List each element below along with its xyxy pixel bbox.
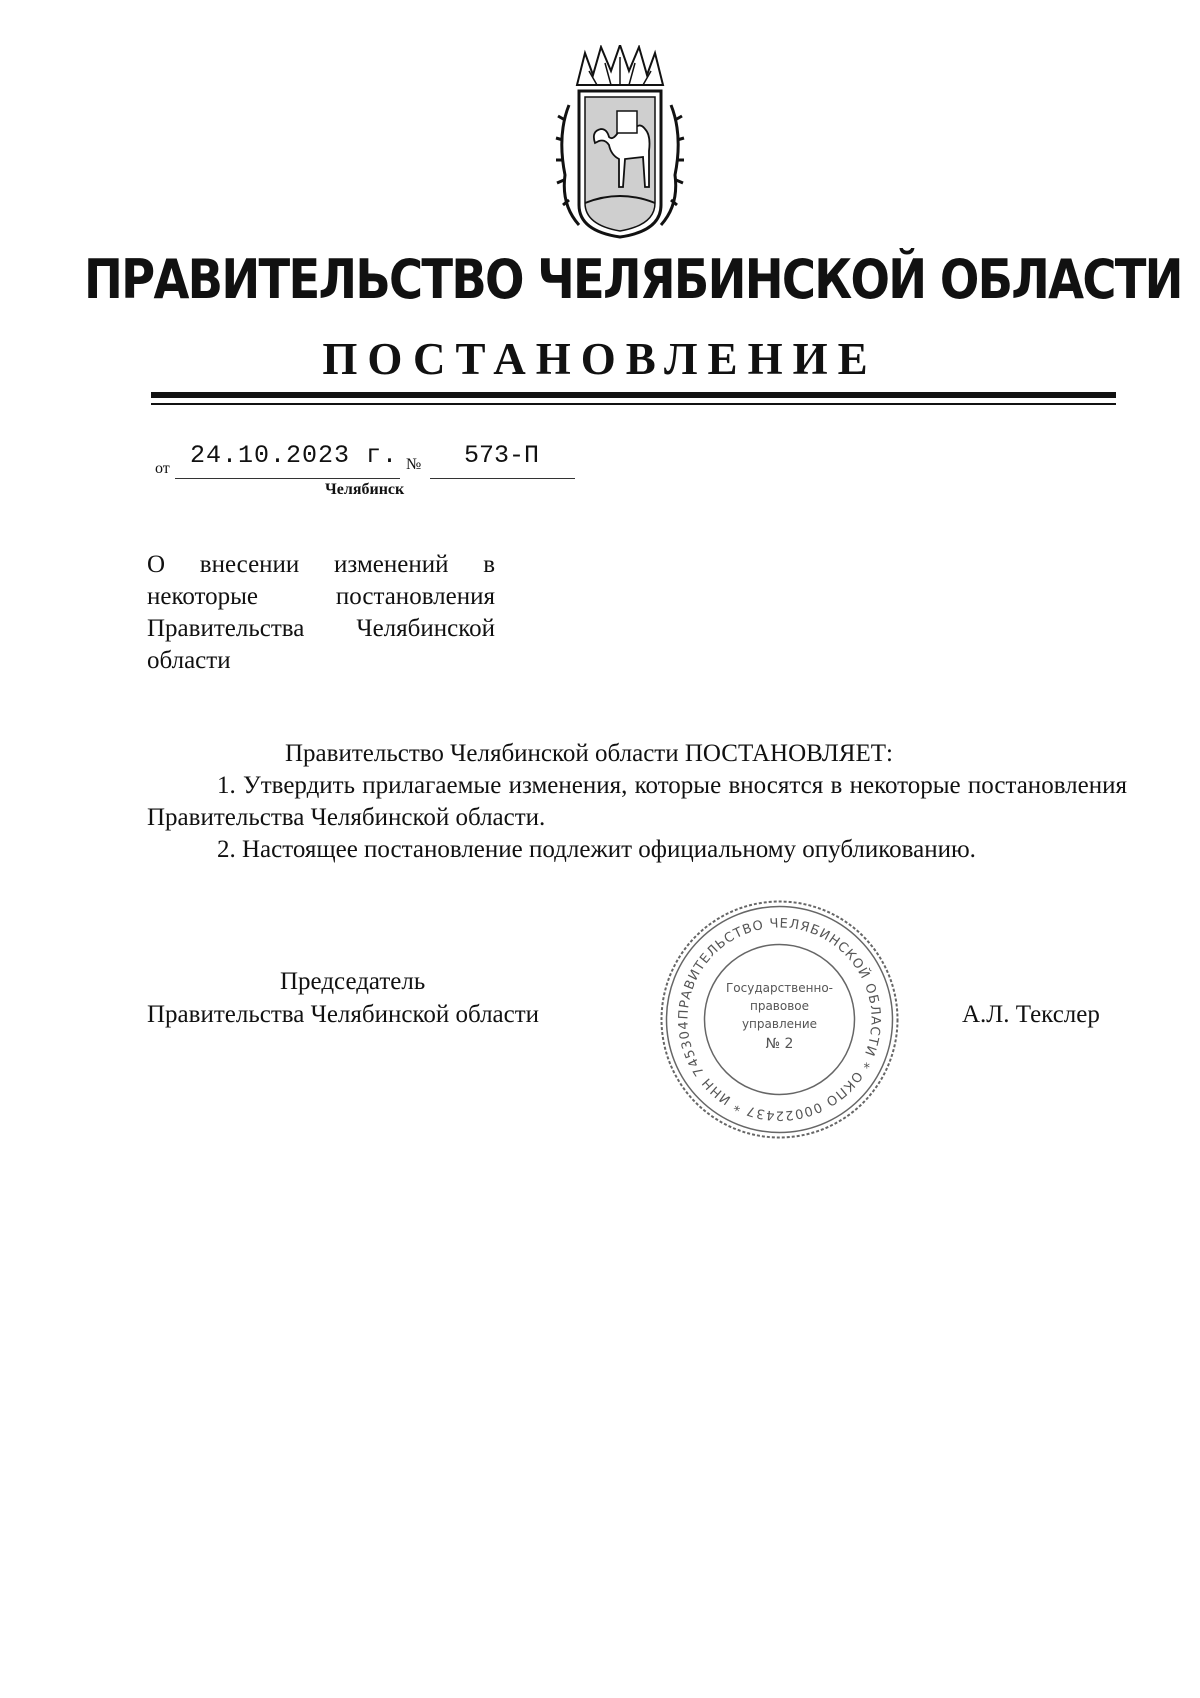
header-rule-thick (151, 392, 1116, 398)
stamp-center-line: Государственно- (725, 981, 834, 995)
city-label: Челябинск (325, 481, 405, 498)
organization-title: ПРАВИТЕЛЬСТВО ЧЕЛЯБИНСКОЙ ОБЛАСТИ (84, 248, 1182, 311)
subject-line: области (147, 647, 231, 674)
decree-heading: Правительство Челябинской области ПОСТАНОВЛЯЕТ: (285, 740, 893, 767)
decree-item: 2. Настоящее постановление подлежит официальному опубликованию. (217, 836, 976, 863)
subject-line: О внесении изменений в (147, 551, 495, 578)
subject-line: некоторые постановления (147, 583, 495, 610)
official-stamp (657, 897, 902, 1142)
stamp-outer-text: ПРАВИТЕЛЬСТВО ЧЕЛЯБИНСКОЙ ОБЛАСТИ * ОКПО 00022437 * ИНН 745304 (676, 916, 883, 1123)
stamp-center-line: правовое (749, 999, 810, 1013)
date-underline (175, 478, 400, 479)
document-type-title: ПОСТАНОВЛЕНИЕ (322, 334, 878, 384)
number-prefix-label: № (406, 456, 422, 473)
document-body (147, 738, 1127, 866)
subject-line: Правительства Челябинской (147, 615, 495, 642)
stamp-center-line: управление (741, 1017, 818, 1031)
stamp-center-line: № 2 (765, 1036, 794, 1052)
number-underline (430, 478, 575, 479)
document-date: 24.10.2023 г. (190, 441, 399, 470)
header-rule-thin (151, 403, 1116, 405)
decree-item: 1. Утвердить прилагаемые изменения, которые вносятся в некоторые постановления Правительства Челябинской области. (147, 772, 1127, 831)
signer-name: А.Л. Текслер (962, 1001, 1100, 1028)
signer-position-line2: Правительства Челябинской области (147, 1001, 540, 1028)
document-number: 573-П (464, 441, 540, 470)
date-prefix-label: от (155, 460, 170, 477)
coat-of-arms-icon (555, 45, 685, 245)
document-subject (147, 549, 495, 677)
signer-position-line1: Председатель (280, 968, 426, 995)
